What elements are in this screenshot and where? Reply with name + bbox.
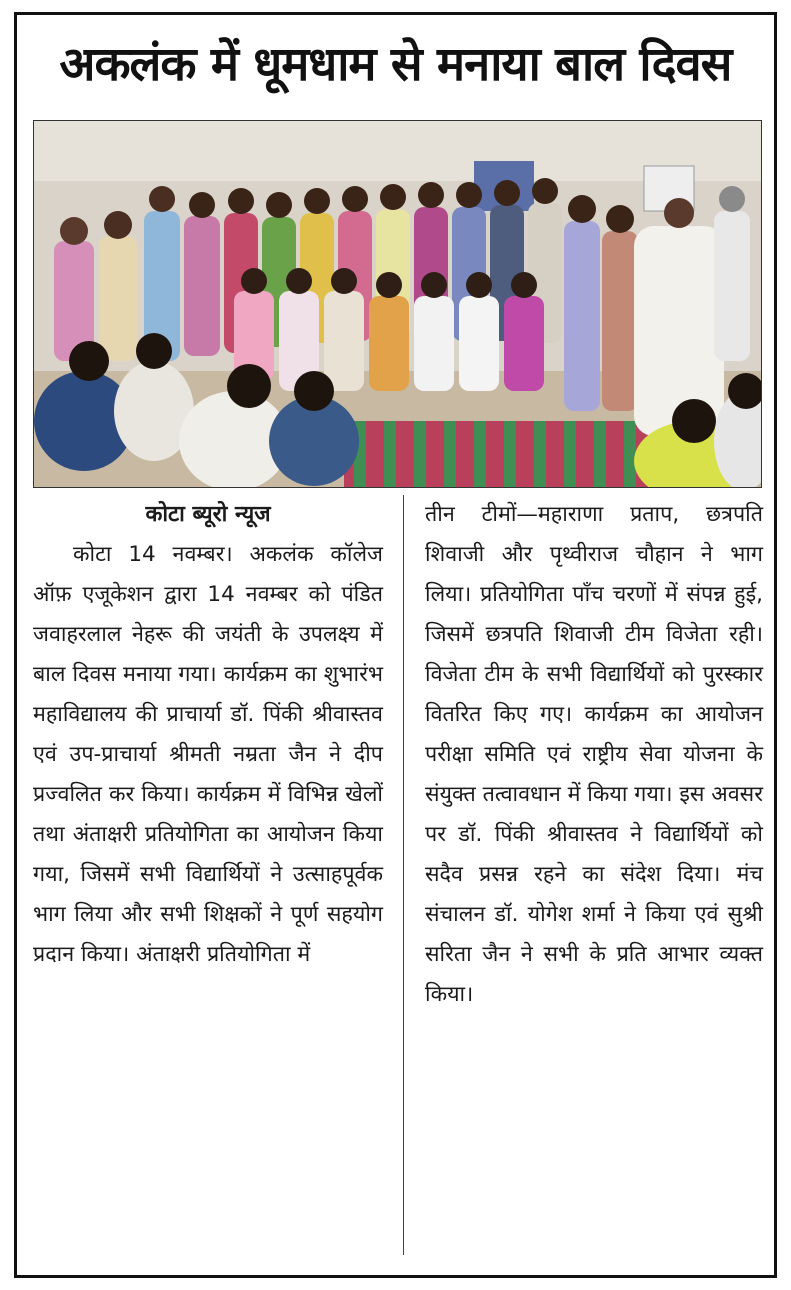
news-clipping <box>14 12 777 1278</box>
article-left-column <box>33 495 383 975</box>
article-text-right: तीन टीमों—महाराणा प्रताप, छत्रपति शिवाजी और पृथ्वीराज चौहान ने भाग लिया। प्रतियोगिता पाँच चरणों में संपन्न हुई, जिसमें छत्रपति शिवाजी टीम विजेता रही। विजेता टीम के सभी विद्यार्थियों को पुरस्कार वितरित किए गए। कार्यक्रम का आयोजन परीक्षा समिति एवं राष्ट्रीय सेवा योजना के संयुक्त तत्वावधान में किया गया। इस अवसर पर डॉ. पिंकी श्रीवास्तव ने विद्यार्थियों को सदैव प्रसन्न रहने का संदेश दिया। मंच संचालन डॉ. योगेश शर्मा ने किया एवं सुश्री सरिता जैन ने सभी के प्रति आभार व्यक्त किया। <box>425 502 764 1007</box>
byline: कोटा ब्यूरो न्यूज <box>145 502 271 527</box>
group-photo <box>33 120 762 488</box>
article-right-column <box>425 495 763 1015</box>
headline: अकलंक में धूमधाम से मनाया बाल दिवस <box>59 37 732 92</box>
column-divider <box>403 495 404 1255</box>
article-text-left: कोटा 14 नवम्बर। अकलंक कॉलेज ऑफ़ एजूकेशन द्वारा 14 नवम्बर को पंडित जवाहरलाल नेहरू की जयंती के उपलक्ष्य में बाल दिवस मनाया गया। कार्यक्रम का शुभारंभ महाविद्यालय की प्राचार्या डॉ. पिंकी श्रीवास्तव एवं उप-प्राचार्या श्रीमती नम्रता जैन ने दीप प्रज्वलित कर किया। कार्यक्रम में विभिन्न खेलों तथा अंताक्षरी प्रतियोगिता का आयोजन किया गया, जिसमें सभी विद्यार्थियों ने उत्साहपूर्वक भाग लिया और सभी शिक्षकों ने पूर्ण सहयोग प्रदान किया। अंताक्षरी प्रतियोगिता में <box>33 542 383 967</box>
